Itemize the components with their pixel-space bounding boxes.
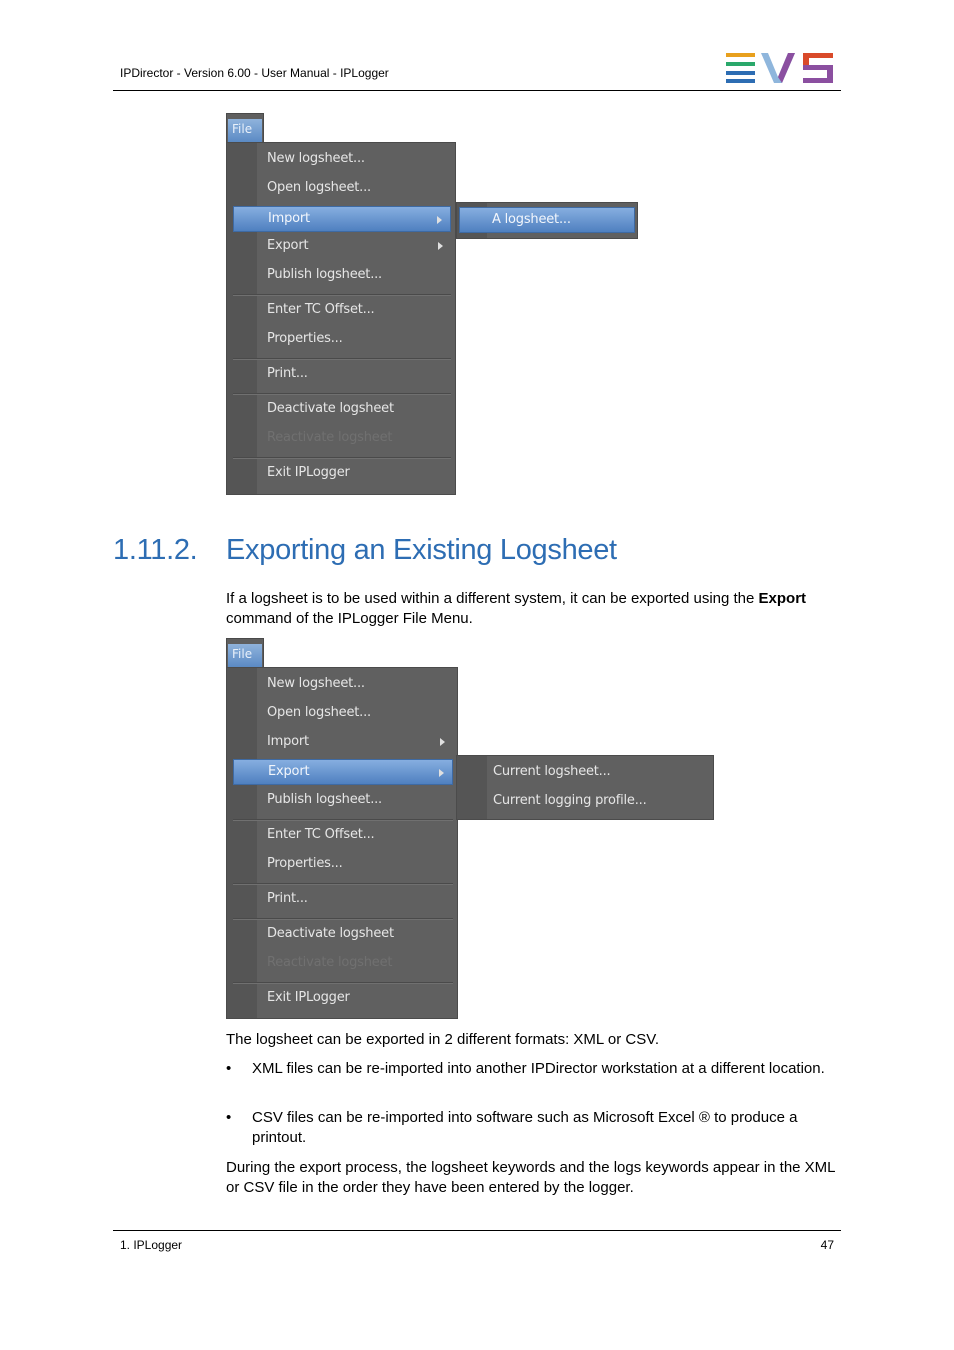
file-menu-label: File xyxy=(228,119,262,142)
formats-paragraph: The logsheet can be exported in 2 different formats: XML or CSV. xyxy=(226,1031,660,1048)
menu-separator xyxy=(233,358,451,360)
section-title: Exporting an Existing Logsheet xyxy=(226,534,617,566)
menu-item-import[interactable] xyxy=(233,206,451,232)
bullet-text: XML files can be re-imported into another IPDirector workstation at a different location. xyxy=(252,1060,825,1077)
file-menu-dropdown xyxy=(226,142,456,495)
intro-text: If a logsheet is to be used within a different system, it can be exported using the xyxy=(226,590,759,607)
section-heading xyxy=(113,534,617,567)
footer-rule xyxy=(113,1230,841,1231)
bullet-dot: • xyxy=(226,1060,232,1077)
menu-separator xyxy=(233,982,453,984)
submenu-arrow-icon xyxy=(438,242,443,250)
export-submenu xyxy=(456,755,714,820)
evs-logo xyxy=(726,53,834,83)
submenu-arrow-icon xyxy=(440,738,445,746)
bullet-dot: • xyxy=(226,1109,232,1126)
menu-item-export[interactable] xyxy=(233,759,453,785)
menu-separator xyxy=(233,294,451,296)
menu-separator xyxy=(233,918,453,920)
menu-item-print[interactable]: Print... xyxy=(267,891,308,906)
menu-item-properties[interactable]: Properties... xyxy=(267,331,343,346)
menu-separator xyxy=(233,393,451,395)
menu-item-deactivate-logsheet[interactable]: Deactivate logsheet xyxy=(267,401,394,416)
menu-item-enter-tc-offset[interactable]: Enter TC Offset... xyxy=(267,302,375,317)
menu-item-enter-tc-offset[interactable]: Enter TC Offset... xyxy=(267,827,375,842)
submenu-item-current-logging-profile[interactable]: Current logging profile... xyxy=(493,793,647,808)
menu-item-label: Import xyxy=(267,734,309,749)
evs-logo-s xyxy=(803,53,833,83)
menu-item-open-logsheet[interactable]: Open logsheet... xyxy=(267,180,371,195)
header-title: IPDirector - Version 6.00 - User Manual - IPLogger xyxy=(120,66,389,80)
menu-item-new-logsheet[interactable]: New logsheet... xyxy=(267,676,365,691)
menu-item-print[interactable]: Print... xyxy=(267,366,308,381)
intro-paragraph xyxy=(226,589,838,629)
bullet-item-csv xyxy=(226,1108,838,1148)
menu-item-import[interactable] xyxy=(233,729,453,755)
footer-chapter: 1. IPLogger xyxy=(120,1238,183,1252)
submenu-item-a-logsheet[interactable]: A logsheet... xyxy=(459,207,635,233)
menu-item-reactivate-logsheet: Reactivate logsheet xyxy=(267,430,393,445)
menu-item-label: Export xyxy=(267,238,309,253)
menu-item-reactivate-logsheet: Reactivate logsheet xyxy=(267,955,393,970)
menu-item-properties[interactable]: Properties... xyxy=(267,856,343,871)
file-menu-label: File xyxy=(228,644,262,667)
bullet-text: CSV files can be re-imported into software such as Microsoft Excel ® to produce a printout. xyxy=(252,1109,798,1146)
menu-item-publish-logsheet[interactable]: Publish logsheet... xyxy=(267,267,382,282)
page-number: 47 xyxy=(820,1238,834,1252)
menu-item-new-logsheet[interactable]: New logsheet... xyxy=(267,151,365,166)
menu-item-exit-iplogger[interactable]: Exit IPLogger xyxy=(267,990,350,1005)
file-menu-tab[interactable] xyxy=(226,638,264,668)
menu-item-exit-iplogger[interactable]: Exit IPLogger xyxy=(267,465,350,480)
submenu-arrow-icon xyxy=(437,216,442,224)
menu-separator xyxy=(233,819,453,821)
evs-logo-e xyxy=(726,53,755,83)
menu-item-deactivate-logsheet[interactable]: Deactivate logsheet xyxy=(267,926,394,941)
screenshot-export-menu xyxy=(226,638,716,1020)
intro-text-end: command of the IPLogger File Menu. xyxy=(226,610,473,627)
import-submenu xyxy=(456,202,638,239)
closing-paragraph: During the export process, the logsheet keywords and the logs keywords appear in the XML or CSV file in the order they have been entered by the logger. xyxy=(226,1159,835,1196)
section-number: 1.11.2. xyxy=(113,534,198,566)
file-menu-dropdown xyxy=(226,667,458,1019)
intro-bold-export: Export xyxy=(758,590,807,607)
file-menu-tab[interactable] xyxy=(226,113,264,143)
menu-item-label: Export xyxy=(268,764,310,779)
menu-separator xyxy=(233,457,451,459)
menu-item-open-logsheet[interactable]: Open logsheet... xyxy=(267,705,371,720)
header-rule xyxy=(113,90,841,91)
menu-item-export[interactable] xyxy=(233,233,451,259)
submenu-item-current-logsheet[interactable]: Current logsheet... xyxy=(493,764,611,779)
menu-item-publish-logsheet[interactable]: Publish logsheet... xyxy=(267,792,382,807)
menu-separator xyxy=(233,883,453,885)
screenshot-import-menu xyxy=(226,113,638,497)
bullet-item-xml xyxy=(226,1059,838,1099)
submenu-arrow-icon xyxy=(439,769,444,777)
menu-item-label: Import xyxy=(268,211,310,226)
